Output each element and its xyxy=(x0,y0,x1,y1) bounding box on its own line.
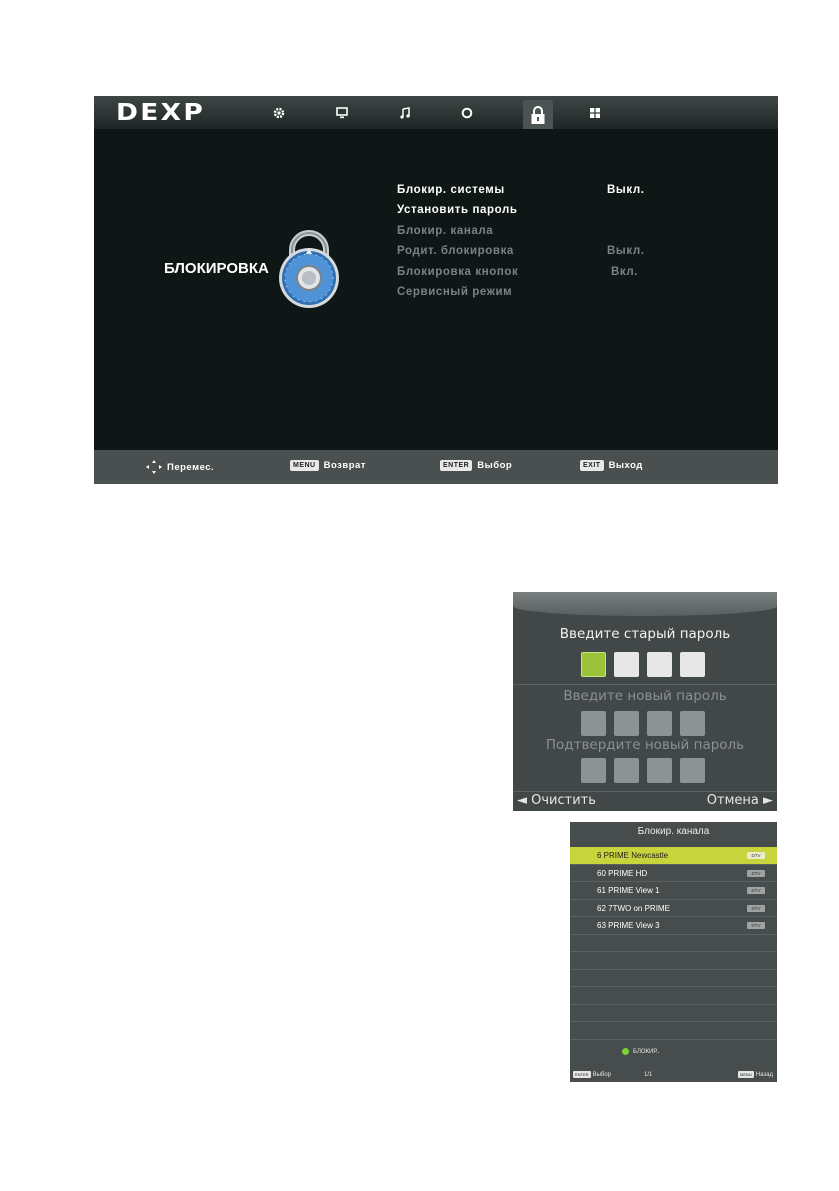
password-dialog xyxy=(513,592,777,811)
channel-name: 62 7TWO on PRIME xyxy=(597,903,670,913)
channel-lock-panel xyxy=(570,822,777,1082)
menu-item-system-lock[interactable]: Блокир. системы Выкл. xyxy=(397,184,645,196)
page-title: БЛОКИРОВКА xyxy=(164,260,269,277)
pin-digit[interactable] xyxy=(581,711,606,736)
menu-item-channel-lock[interactable]: Блокир. канала xyxy=(397,224,494,237)
channel-type-badge: DTV xyxy=(747,922,765,929)
hint-back: MENU Назад xyxy=(740,1071,773,1078)
menu-item-parental-lock[interactable]: Родит. блокировка Выкл. xyxy=(397,245,645,258)
page-indicator: 1/1 xyxy=(644,1072,653,1078)
pin-digit[interactable] xyxy=(614,711,639,736)
system-lock-value: Выкл. xyxy=(607,184,645,196)
channel-row[interactable] xyxy=(570,882,777,900)
channel-type-badge: DTV xyxy=(747,852,765,859)
old-password-label: Введите старый пароль xyxy=(559,626,731,642)
channel-name: 60 PRIME HD xyxy=(597,868,648,878)
enter-key: ENTER xyxy=(575,1072,589,1077)
menu-item-service-mode[interactable]: Сервисный режим xyxy=(397,285,513,298)
lock-menu-list xyxy=(397,182,697,304)
new-password-input[interactable] xyxy=(581,711,705,736)
pin-digit[interactable] xyxy=(680,711,705,736)
key-lock-value: Вкл. xyxy=(611,265,639,278)
hint-select: ENTER Выбор xyxy=(440,460,512,471)
music-note-icon[interactable] xyxy=(394,102,416,124)
pin-digit[interactable] xyxy=(647,711,672,736)
confirm-password-label: Подтвердите новый пароль xyxy=(545,737,745,753)
menu-item-set-password[interactable]: Установить пароль xyxy=(397,204,518,217)
pin-digit[interactable] xyxy=(581,652,606,677)
monitor-icon[interactable] xyxy=(331,102,353,124)
menu-key: MENU xyxy=(290,460,319,471)
hint-select: ENTER Выбор xyxy=(575,1071,611,1078)
tv-lock-menu xyxy=(94,96,778,484)
old-password-input[interactable] xyxy=(581,652,705,677)
lock-icon[interactable] xyxy=(523,100,553,129)
empty-row xyxy=(570,987,777,1005)
channel-row[interactable] xyxy=(570,917,777,935)
channel-row[interactable] xyxy=(570,900,777,918)
dialog-header xyxy=(513,592,777,616)
hint-bar xyxy=(94,450,778,484)
pin-digit[interactable] xyxy=(647,652,672,677)
green-dot-icon xyxy=(622,1048,629,1055)
channel-name: 63 PRIME View 3 xyxy=(597,921,660,930)
empty-row xyxy=(570,1005,777,1023)
arrows-icon xyxy=(146,460,162,474)
new-password-label: Введите новый пароль xyxy=(563,688,727,704)
lock-mark: : xyxy=(579,851,582,860)
channel-row[interactable] xyxy=(570,847,777,865)
pin-digit[interactable] xyxy=(680,758,705,783)
top-bar xyxy=(94,96,778,129)
empty-row xyxy=(570,1022,777,1040)
parental-lock-value: Выкл. xyxy=(607,245,645,258)
empty-row xyxy=(570,935,777,953)
channel-list xyxy=(570,847,777,1040)
empty-row xyxy=(570,952,777,970)
menu-item-key-lock[interactable]: Блокировка кнопок Вкл. xyxy=(397,265,639,278)
empty-row xyxy=(570,970,777,988)
record-icon[interactable] xyxy=(456,102,478,124)
channel-type-badge: DTV xyxy=(747,887,765,894)
channel-type-badge: DTV xyxy=(747,870,765,877)
hint-back: MENU Возврат xyxy=(290,460,366,471)
pin-digit[interactable] xyxy=(614,758,639,783)
lock-legend: БЛОКИР.. xyxy=(622,1048,660,1055)
channel-type-badge: DTV xyxy=(747,905,765,912)
divider xyxy=(513,791,777,792)
pin-digit[interactable] xyxy=(581,758,606,783)
gear-icon[interactable] xyxy=(268,102,290,124)
channel-row[interactable] xyxy=(570,865,777,883)
pin-digit[interactable] xyxy=(647,758,672,783)
channel-name: 6 PRIME Newcastle xyxy=(597,851,669,860)
cancel-button[interactable]: Отмена ► xyxy=(706,793,773,808)
clear-button[interactable]: ◄ Очистить xyxy=(517,793,596,808)
confirm-password-input[interactable] xyxy=(581,758,705,783)
grid-icon[interactable] xyxy=(584,102,606,124)
menu-key: MENU xyxy=(740,1072,752,1077)
divider xyxy=(513,684,777,685)
brand-logo: DEXP xyxy=(116,100,206,126)
enter-key: ENTER xyxy=(440,460,472,471)
pin-digit[interactable] xyxy=(614,652,639,677)
pin-digit[interactable] xyxy=(680,652,705,677)
exit-key: EXIT xyxy=(580,460,604,471)
padlock-icon xyxy=(272,228,346,314)
panel-title: Блокир. канала xyxy=(637,826,710,837)
hint-exit: EXIT Выход xyxy=(580,460,643,471)
channel-name: 61 PRIME View 1 xyxy=(597,886,660,895)
hint-move: Перемес. xyxy=(146,460,214,474)
